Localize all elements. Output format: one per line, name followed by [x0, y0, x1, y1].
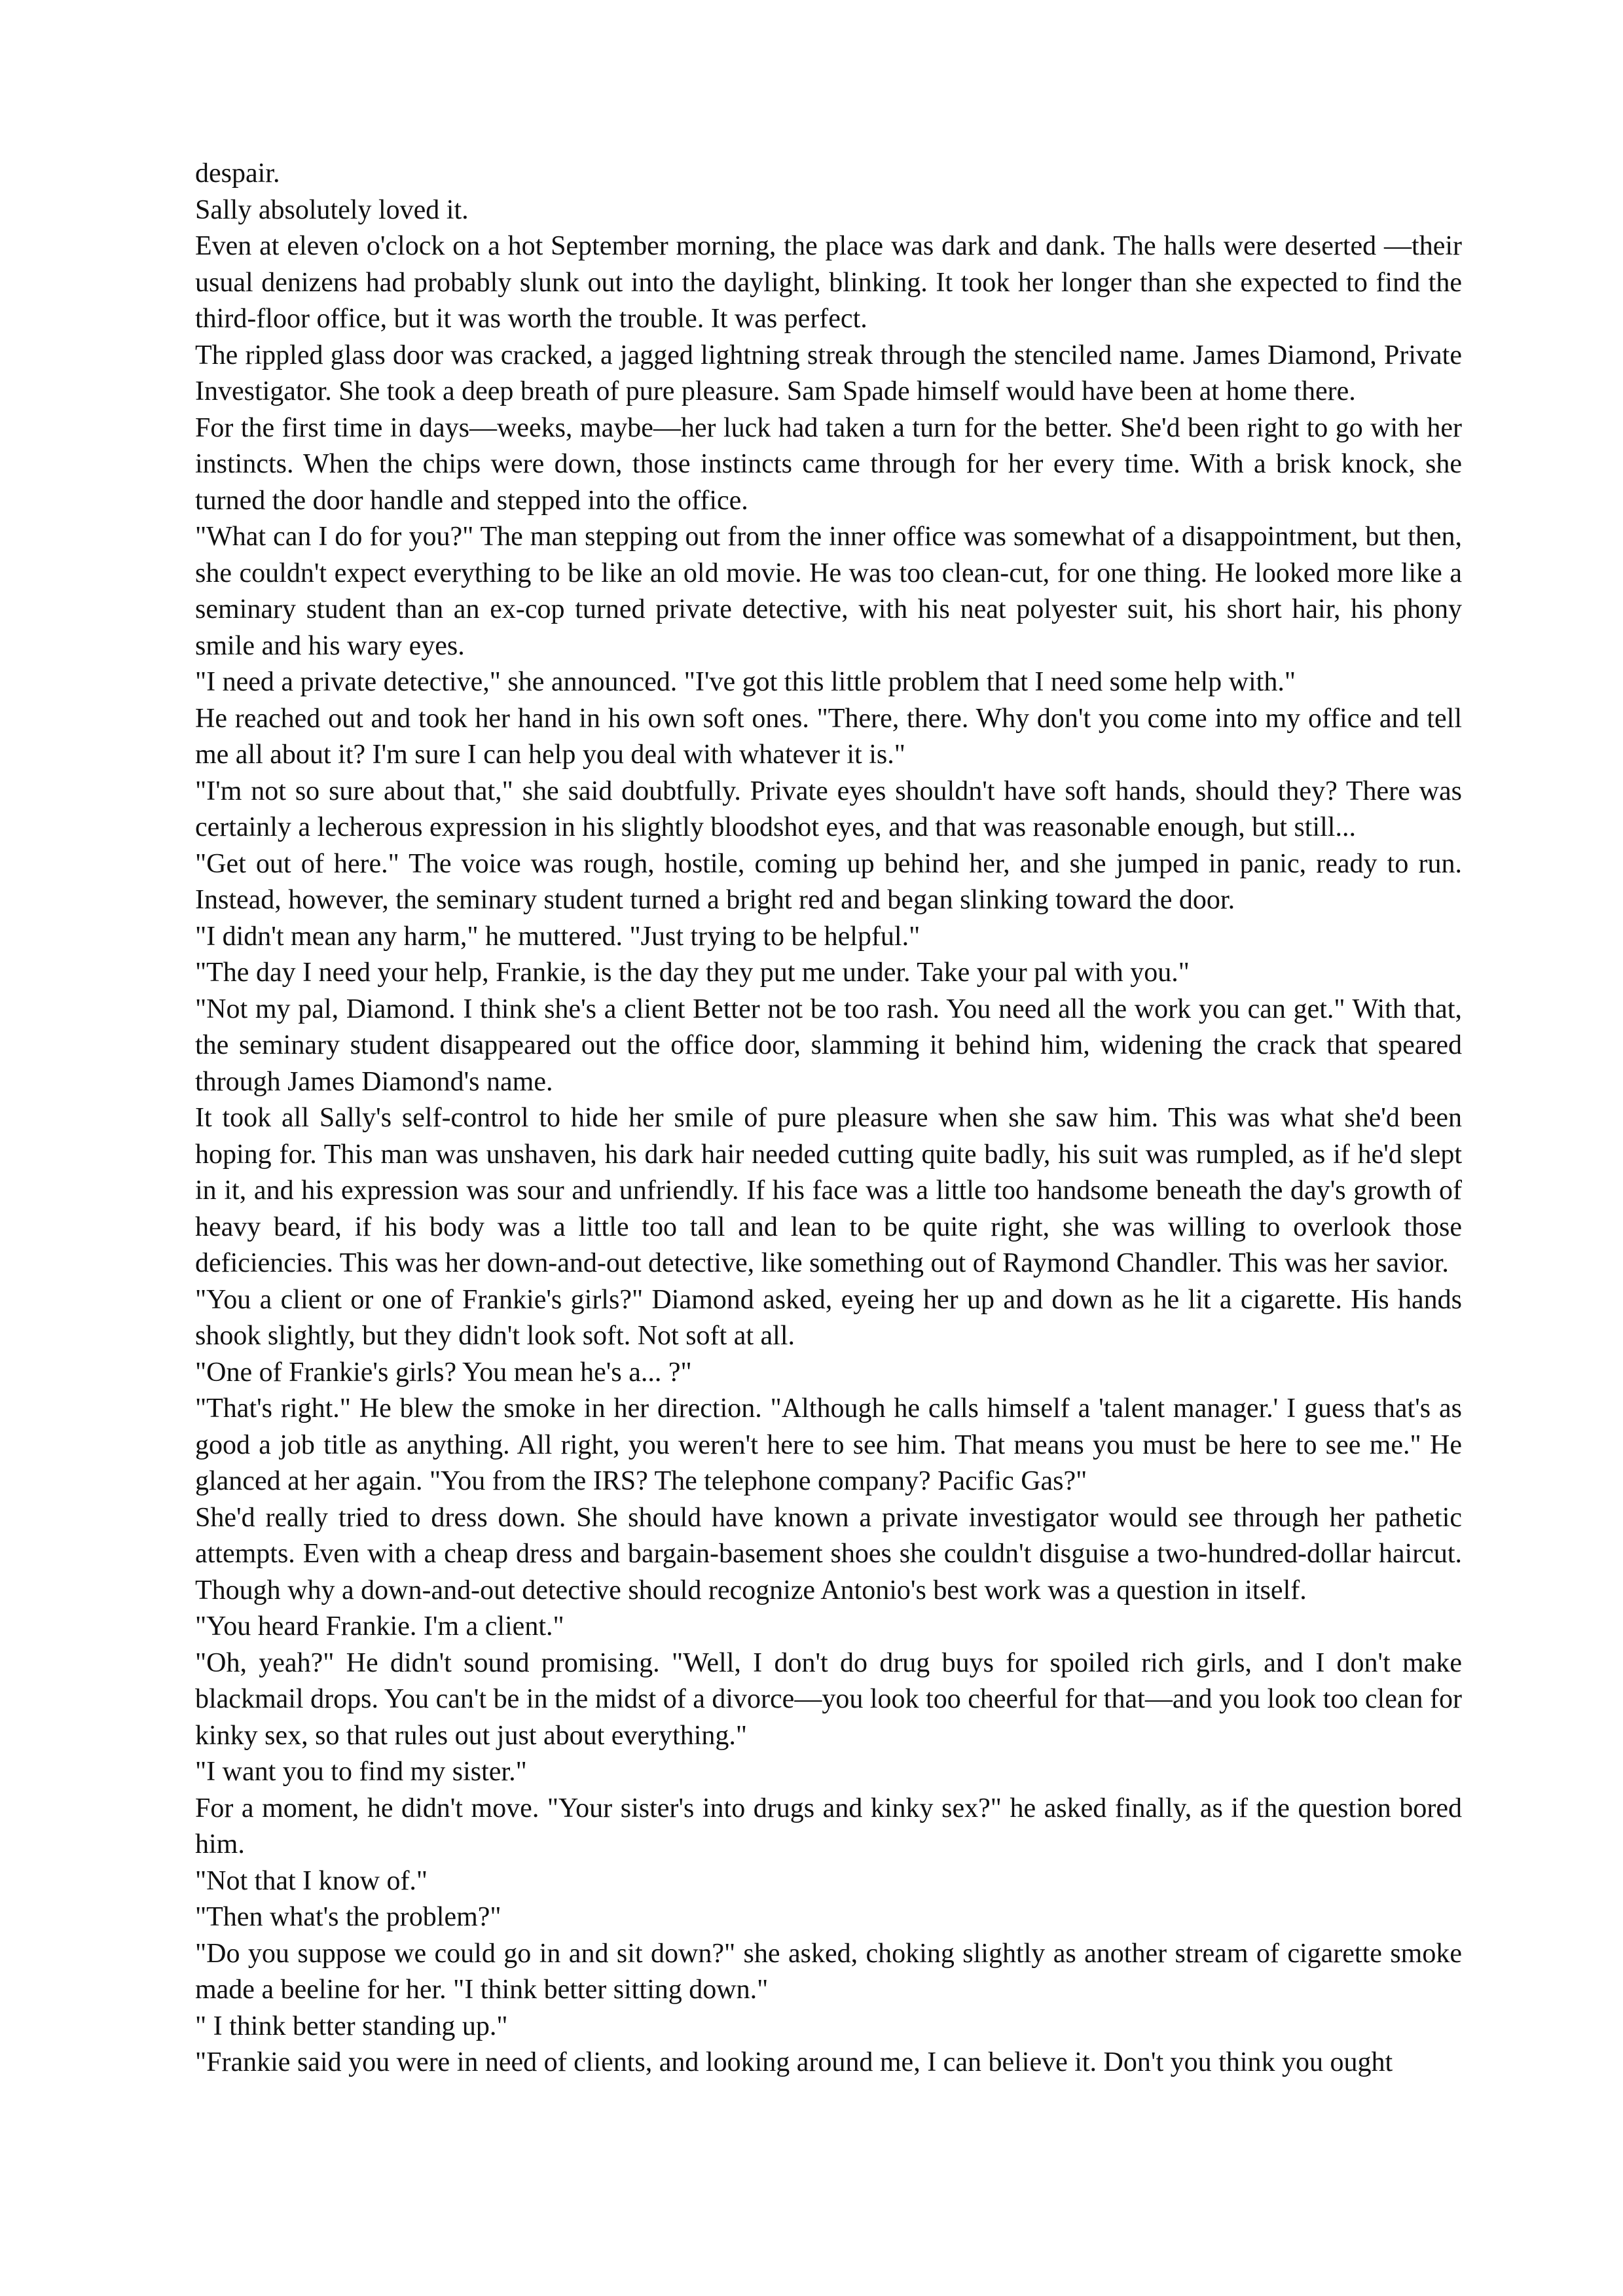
paragraph: despair.: [195, 158, 280, 188]
paragraph: "Get out of here." The voice was rough, hostile, coming up behind her, and she jumped in panic, ready to run. Instead, however, the seminary student turned a bright red and began slinking toward the door.: [195, 848, 1462, 915]
paragraph: "Frankie said you were in need of clients, and looking around me, I can believe it. Don't you think you ought: [195, 2047, 1393, 2077]
paragraph: "Oh, yeah?" He didn't sound promising. "Well, I don't do drug buys for spoiled rich girls, and I don't make blackmail drops. You can't be in the midst of a divorce—you look too cheerful for that—and you look too clean for kinky sex, so that rules out just about everything.": [195, 1647, 1462, 1751]
paragraph: The rippled glass door was cracked, a jagged lightning streak through the stenciled name. James Diamond, Private Investigator. She took a deep breath of pure pleasure. Sam Spade himself would have been at home there.: [195, 340, 1462, 406]
paragraph: Sally absolutely loved it.: [195, 194, 469, 225]
paragraph: For the first time in days—weeks, maybe—her luck had taken a turn for the better. She'd been right to go with her instincts. When the chips were down, those instincts came through for her every time. With a brisk knock, she turned the door handle and stepped into the office.: [195, 412, 1462, 516]
paragraph: "Do you suppose we could go in and sit down?" she asked, choking slightly as another stream of cigarette smoke made a beeline for her. "I think better sitting down.": [195, 1938, 1462, 2005]
paragraph: "You a client or one of Frankie's girls?" Diamond asked, eyeing her up and down as he lit a cigarette. His hands shook slightly, but they didn't look soft. Not soft at all.: [195, 1284, 1462, 1351]
paragraph: She'd really tried to dress down. She should have known a private investigator would see through her pathetic attempts. Even with a cheap dress and bargain-basement shoes she couldn't disguise a two-hundred-dollar haircut. Though why a down-and-out detective should recognize Antonio's best work was a question in itself.: [195, 1502, 1462, 1605]
paragraph: Even at eleven o'clock on a hot September morning, the place was dark and dank. The halls were deserted —their usual denizens had probably slunk out into the daylight, blinking. It took her longer than she expected to find the third-floor office, but it was worth the trouble. It was perfect.: [195, 231, 1462, 334]
paragraph: "The day I need your help, Frankie, is the day they put me under. Take your pal with you.": [195, 958, 1190, 988]
paragraph: "I'm not so sure about that," she said doubtfully. Private eyes shouldn't have soft hands, should they? There was certainly a lecherous expression in his slightly bloodshot eyes, and that was reasonable enough, but still...: [195, 776, 1462, 842]
paragraph: "I need a private detective," she announced. "I've got this little problem that I need some help with.": [195, 667, 1296, 697]
paragraph: He reached out and took her hand in his own soft ones. "There, there. Why don't you come into my office and tell me all about it? I'm sure I can help you deal with whatever it is.": [195, 703, 1462, 770]
paragraph: " I think better standing up.": [195, 2011, 508, 2041]
paragraph: "I didn't mean any harm," he muttered. "Just trying to be helpful.": [195, 921, 921, 952]
paragraph: "You heard Frankie. I'm a client.": [195, 1611, 564, 1641]
paragraph: "What can I do for you?" The man stepping out from the inner office was somewhat of a disappointment, but then, she couldn't expect everything to be like an old movie. He was too clean-cut, for one thing. He looked more like a seminary student than an ex-cop turned private detective, with his neat polyester suit, his short hair, his phony smile and his wary eyes.: [195, 522, 1462, 661]
paragraph: "I want you to find my sister.": [195, 1757, 527, 1787]
paragraph: "One of Frankie's girls? You mean he's a... ?": [195, 1357, 692, 1388]
paragraph: "Not my pal, Diamond. I think she's a client Better not be too rash. You need all the work you can get." With that, the seminary student disappeared out the office door, slamming it behind him, widening the crack that speared through James Diamond's name.: [195, 994, 1462, 1097]
paragraph: It took all Sally's self-control to hide her smile of pure pleasure when she saw him. This was what she'd been hoping for. This man was unshaven, his dark hair needed cutting quite badly, his suit was rumpled, as if he'd slept in it, and his expression was sour and unfriendly. If his face was a little too handsome beneath the day's growth of heavy beard, if his body was a little too tall and lean to be quite right, she was willing to overlook those deficiencies. This was her down-and-out detective, like something out of Raymond Chandler. This was her savior.: [195, 1103, 1462, 1278]
paragraph: "Not that I know of.": [195, 1865, 428, 1896]
paragraph: For a moment, he didn't move. "Your sister's into drugs and kinky sex?" he asked finally, as if the question bored him.: [195, 1793, 1462, 1859]
paragraph: "Then what's the problem?": [195, 1902, 501, 1932]
paragraph: "That's right." He blew the smoke in her direction. "Although he calls himself a 'talent manager.' I guess that's as good a job title as anything. All right, you weren't here to see him. That means you must be here to see me." He glanced at her again. "You from the IRS? The telephone company? Pacific Gas?": [195, 1393, 1462, 1496]
document-page: [195, 156, 1462, 2081]
